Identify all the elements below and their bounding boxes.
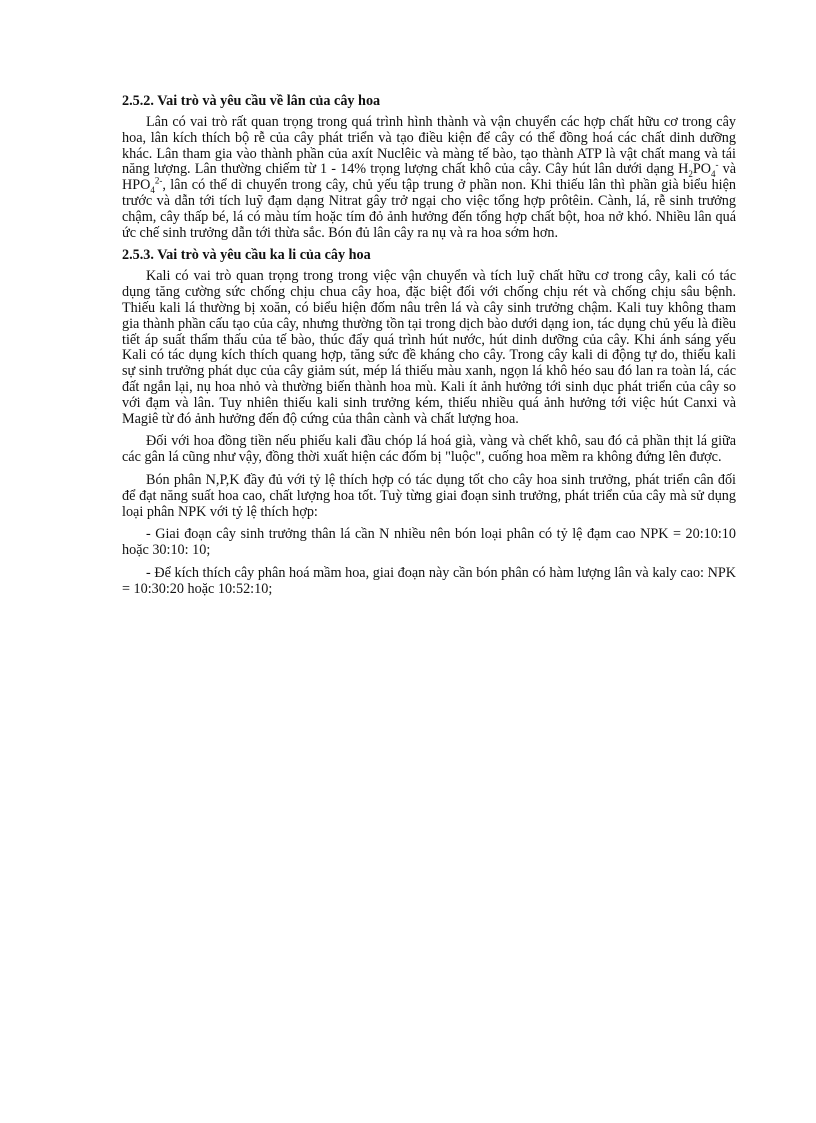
npk-item-growth: - Giai đoạn cây sinh trưởng thân lá cần N nhiều nên bón loại phân có tỷ lệ đạm cao NPK = 20:10:10 hoặc 30:10: 10; [122, 526, 736, 559]
npk-paragraph: Bón phân N,P,K đầy đủ với tỷ lệ thích hợp có tác dụng tốt cho cây hoa sinh trưởng, phát triển cân đối để đạt năng suất hoa cao, chất lượng hoa tốt. Tuỳ từng giai đoạn sinh trưởng, phát triển của cây mà sử dụng loại phân NPK với tỷ lệ thích hợp: [122, 471, 736, 520]
conjunction-text: và [718, 161, 736, 178]
hydrogen-phosphate-formula: $HPO_4^{2-}$ [122, 175, 163, 196]
phosphorus-text-end: , lân có thể di chuyển trong cây, chủ yếu tập trung ở phần non. Khi thiếu lân thì phần già biểu hiện trước và dẫn tới tích luỹ đạm dạng Nitrat gây trở ngại cho việc tổng hợp prôtêin. Cành, lá, rễ sinh trưởng chậm, cây thấp bé, lá có màu tím hoặc tím đỏ ảnh hưởng đến tổng hợp chất bột, hoa nở khó. Nhiều lân quá ức chế sinh trưởng dẫn tới thừa sắc. Bón đủ lân cây ra nụ và ra hoa sớm hơn. [122, 177, 736, 241]
section-heading-potassium: 2.5.3. Vai trò và yêu cầu ka li của cây hoa [122, 247, 371, 264]
npk-item-flowering: - Để kích thích cây phân hoá mầm hoa, giai đoạn này cần bón phân có hàm lượng lân và kaly cao: NPK = 10:30:20 hoặc 10:52:10; [122, 564, 736, 597]
gerbera-paragraph: Đối với hoa đồng tiền nếu phiếu kali đầu chóp lá hoá già, vàng và chết khô, sau đó cả phần thịt lá giữa các gân lá cũng như vậy, đồng thời xuất hiện các đốm bị "luộc", cuống hoa mềm ra không đứng lên được. [122, 433, 736, 466]
document-page [122, 93, 736, 598]
phosphorus-text-start: Lân có vai trò rất quan trọng trong quá trình hình thành và vận chuyển các hợp chất hữu cơ trong cây hoa, lân kích thích bộ rễ của cây phát triển và tạo điều kiện để cây có thể đồng hoá các chất dinh dưỡng khác. Lân tham gia vào thành phần của axít Nuclêic và màng tế bào, tạo thành ATP là vật chất mang và tái năng lượng. Lân thường chiếm từ 1 - 14% trọng lượng chất khô của cây. Cây hút lân dưới dạng [122, 114, 736, 178]
section-heading-phosphorus: 2.5.2. Vai trò và yêu cầu về lân của cây hoa [122, 93, 381, 109]
dihydrogen-phosphate-formula: $H_2PO_4^-$ [678, 159, 719, 180]
phosphorus-paragraph [122, 115, 736, 241]
potassium-paragraph: Kali có vai trò quan trọng trong trong việc vận chuyển và tích luỹ chất hữu cơ trong cây, kali có tác dụng tăng cường sức chống chịu chua cây hoa, đặc biệt đối với chống chịu rét và chống chịu sâu bệnh. Thiếu kali lá thường bị xoăn, có biểu hiện đốm nâu trên lá và cây sinh trưởng chậm. Kali tuy không tham gia thành phần cấu tạo của cây, nhưng thường tồn tại trong dịch bào dưới dạng ion, tác dụng chủ yếu là điều tiết áp suất thẩm thấu của tế bào, thúc đẩy quá trình hút nước, hút dinh dưỡng của cây. Khi ánh sáng yếu Kali có tác dụng kích thích quang hợp, tăng sức đề kháng cho cây. Trong cây kali di động tự do, thiếu kali sự sinh trưởng phát dục của cây giảm sút, mép lá thiếu màu xanh, ngọn lá khô héo sau đó lan ra toàn lá, các đất ngắn lại, nụ hoa nhỏ và thường biến thành hoa mù. Kali ít ảnh hưởng tới sinh dục phát triển của cây so với đạm và lân. Tuy nhiên thiếu kali sinh trưởng kém, thiếu nhiều quá ảnh hưởng tới việc hút Canxi và Magiê từ đó ảnh hưởng đến độ cứng của thân cành và chất lượng hoa. [122, 268, 736, 427]
